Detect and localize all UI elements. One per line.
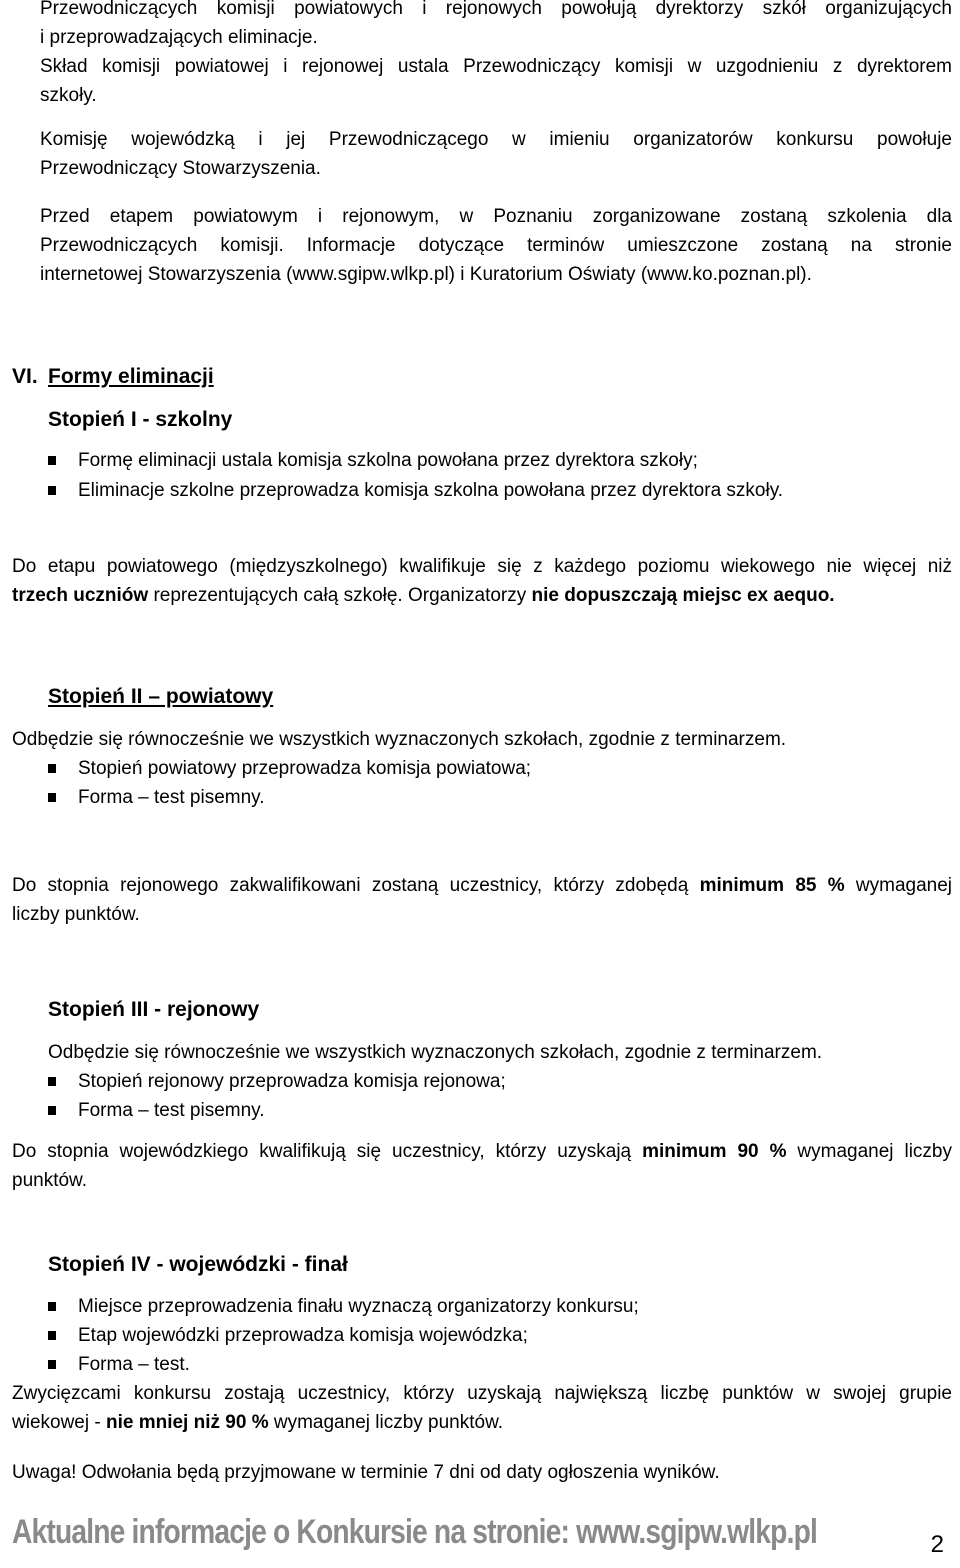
note-paragraph <box>12 1458 952 1487</box>
bullet-square-icon <box>48 1106 56 1115</box>
text-span: Do stopnia wojewódzkiego kwalifikują się uczestnicy, którzy uzyskają <box>12 1141 643 1162</box>
text-line <box>12 1408 952 1437</box>
text-span: wiekowej - <box>12 1412 106 1433</box>
stage4-heading: Stopień IV - wojewódzki - finał <box>48 1253 348 1276</box>
paragraph-commissions <box>40 0 952 110</box>
list-item <box>48 754 531 783</box>
list-item <box>48 1350 190 1379</box>
text-span: wymaganej liczby punktów. <box>268 1412 504 1433</box>
bold-text: trzech uczniów <box>12 585 149 606</box>
paragraph-stage3-qualification <box>12 1137 952 1195</box>
text-line: Skład komisji powiatowej i rejonowej ustala Przewodniczący komisji w uzgodnieniu z dyrektorem <box>40 56 952 77</box>
text-line: i przeprowadzających eliminacje. <box>40 27 318 48</box>
bold-text: nie dopuszczają miejsc ex aequo. <box>531 585 835 606</box>
list-item <box>48 1292 639 1321</box>
list-item <box>48 476 783 505</box>
list-item-text: Forma – test. <box>78 1354 190 1375</box>
stage1-heading: Stopień I - szkolny <box>48 408 233 431</box>
text-line: Przewodniczących komisji powiatowych i rejonowych powołują dyrektorzy szkół organizujących <box>40 0 952 19</box>
bullet-square-icon <box>48 486 56 495</box>
list-item-text: Forma – test pisemny. <box>78 787 265 808</box>
text-span: reprezentujących całą szkołę. Organizatorzy <box>148 585 532 606</box>
paragraph-stage2-qualification <box>12 871 952 929</box>
bold-text: nie mniej niż 90 % <box>105 1412 269 1433</box>
section-title: Formy eliminacji <box>48 365 214 388</box>
bold-text: minimum 90 % <box>642 1141 787 1162</box>
text-line: Przed etapem powiatowym i rejonowym, w Poznaniu zorganizowane zostaną szkolenia dla <box>40 206 952 227</box>
text-span: wymaganej liczby <box>786 1141 952 1162</box>
list-item <box>48 1067 506 1096</box>
bullet-square-icon <box>48 1302 56 1311</box>
text-line: Uwaga! Odwołania będą przyjmowane w terminie 7 dni od daty ogłoszenia wyników. <box>12 1462 720 1483</box>
text-line: internetowej Stowarzyszenia (www.sgipw.wlkp.pl) i Kuratorium Oświaty (www.ko.poznan.pl). <box>40 264 812 285</box>
text-line: liczby punktów. <box>12 904 140 925</box>
footer-banner: Aktualne informacje o Konkursie na stronie: www.sgipw.wlkp.pl <box>12 1513 817 1551</box>
text-span: wymaganej <box>844 875 952 896</box>
text-line: Komisję wojewódzką i jej Przewodniczącego w imieniu organizatorów konkursu powołuje <box>40 129 952 150</box>
list-item <box>48 783 265 812</box>
bullet-square-icon <box>48 456 56 465</box>
bullet-square-icon <box>48 1077 56 1086</box>
page-number: 2 <box>930 1531 944 1558</box>
text-line: Odbędzie się równocześnie we wszystkich wyznaczonych szkołach, zgodnie z terminarzem. <box>48 1042 823 1063</box>
list-item-text: Stopień powiatowy przeprowadza komisja powiatowa; <box>78 758 532 779</box>
text-line: Do etapu powiatowego (międzyszkolnego) kwalifikuje się z każdego poziomu wiekowego nie więcej niż <box>12 556 952 577</box>
list-item <box>48 1321 528 1350</box>
text-line: Zwycięzcami konkursu zostają uczestnicy, którzy uzyskają największą liczbę punktów w swojej grupie <box>12 1383 952 1404</box>
stage3-heading: Stopień III - rejonowy <box>48 998 260 1021</box>
list-item <box>48 1096 265 1125</box>
list-item-text: Eliminacje szkolne przeprowadza komisja szkolna powołana przez dyrektora szkoły. <box>78 480 784 501</box>
text-line: Odbędzie się równocześnie we wszystkich wyznaczonych szkołach, zgodnie z terminarzem. <box>12 729 787 750</box>
text-line <box>12 1137 952 1166</box>
list-item-text: Stopień rejonowy przeprowadza komisja rejonowa; <box>78 1071 506 1092</box>
bullet-square-icon <box>48 1360 56 1369</box>
bullet-square-icon <box>48 793 56 802</box>
section-number: VI. <box>12 365 38 388</box>
paragraph-voivodeship-commission <box>40 125 952 183</box>
list-item-text: Etap wojewódzki przeprowadza komisja wojewódzka; <box>78 1325 528 1346</box>
text-span: Do stopnia rejonowego zakwalifikowani zostaną uczestnicy, którzy zdobędą <box>12 875 700 896</box>
text-line: szkoły. <box>40 85 97 106</box>
stage3-intro <box>48 1038 952 1067</box>
bullet-square-icon <box>48 764 56 773</box>
stage2-heading: Stopień II – powiatowy <box>48 685 274 708</box>
list-item-text: Formę eliminacji ustala komisja szkolna powołana przez dyrektora szkoły; <box>78 450 698 471</box>
bullet-square-icon <box>48 1331 56 1340</box>
bold-text: minimum 85 % <box>699 875 845 896</box>
paragraph-winners <box>12 1379 952 1437</box>
text-line <box>12 581 952 610</box>
paragraph-stage1-qualification <box>12 552 952 610</box>
text-line <box>12 871 952 900</box>
list-item-text: Forma – test pisemny. <box>78 1100 265 1121</box>
paragraph-training <box>40 202 952 289</box>
text-line: Przewodniczących komisji. Informacje dotyczące terminów umieszczone zostaną na stronie <box>40 235 952 256</box>
list-item <box>48 446 698 475</box>
stage2-intro <box>12 725 952 754</box>
list-item-text: Miejsce przeprowadzenia finału wyznaczą organizatorzy konkursu; <box>78 1296 639 1317</box>
text-line: Przewodniczący Stowarzyszenia. <box>40 158 321 179</box>
text-line: punktów. <box>12 1170 87 1191</box>
